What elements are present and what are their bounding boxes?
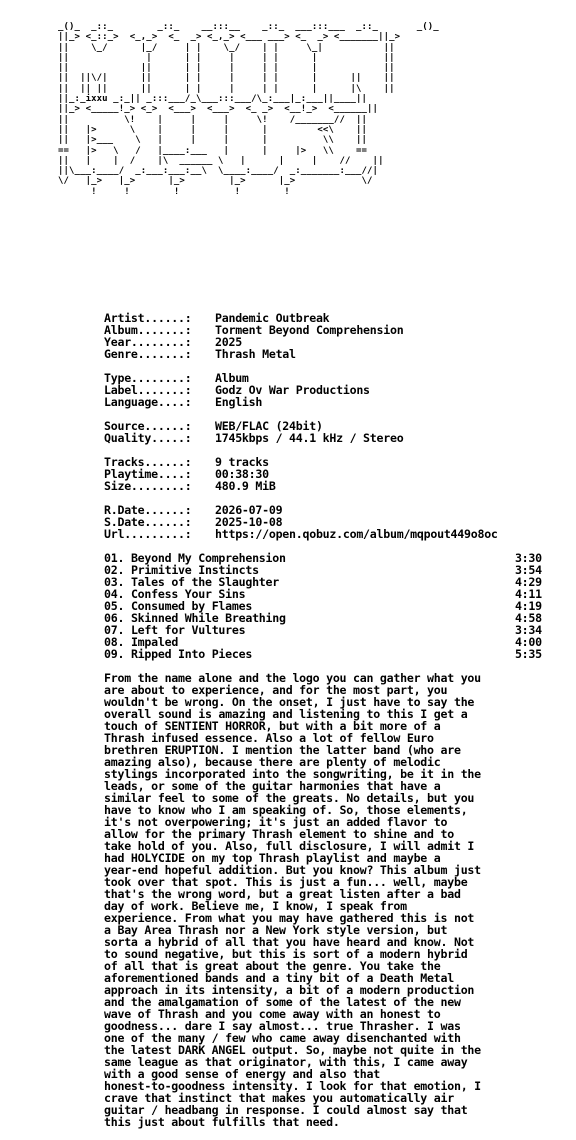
info-value: 2025 bbox=[215, 335, 242, 349]
info-value: 1745kbps / 44.1 kHz / Stereo bbox=[215, 431, 404, 445]
review-line: have to know who I am speaking of. So, those elements, bbox=[104, 803, 468, 817]
info-key: Size........: bbox=[104, 479, 192, 493]
review-line: took over that spot. This is just a fun... well, maybe bbox=[104, 875, 468, 889]
track-title: Ripped Into Pieces bbox=[130, 647, 253, 661]
review-line: had HOLYCIDE on my top Thrash playlist and maybe a bbox=[104, 851, 441, 865]
info-key: Quality.....: bbox=[104, 431, 192, 445]
track-title: Tales of the Slaughter bbox=[130, 575, 279, 589]
info-group bbox=[104, 504, 498, 540]
tracklist-block bbox=[104, 552, 542, 660]
info-row bbox=[104, 396, 370, 408]
review-line: overall sound is amazing and listening to this I get a bbox=[104, 707, 468, 721]
info-group bbox=[104, 456, 276, 492]
track-number: 05. bbox=[104, 599, 125, 613]
info-value: 00:38:30 bbox=[215, 467, 269, 481]
info-key: Url.........: bbox=[104, 527, 192, 541]
info-value: Album bbox=[215, 371, 249, 385]
info-value: Godz Ov War Productions bbox=[215, 383, 370, 397]
review-line: aforementioned bands and a tiny bit of a Death Metal bbox=[104, 971, 454, 985]
info-value: 9 tracks bbox=[215, 455, 269, 469]
review-line: touch of SENTIENT HORROR, but with a bit more of a bbox=[104, 719, 441, 733]
track-number: 06. bbox=[104, 611, 125, 625]
review-line: amazing also), because there are plenty of melodic bbox=[104, 755, 441, 769]
info-key: Album.......: bbox=[104, 323, 192, 337]
track-number: 09. bbox=[104, 647, 125, 661]
info-value: 480.9 MiB bbox=[215, 479, 276, 493]
review-line: one of the many / few who came away disenchanted with bbox=[104, 1031, 461, 1045]
review-line: crave that instinct that makes you automatically air bbox=[104, 1091, 454, 1105]
track-duration: 4:29 bbox=[514, 575, 542, 589]
info-value: 2026-07-09 bbox=[215, 503, 283, 517]
info-value: Pandemic Outbreak bbox=[215, 311, 330, 325]
review-line: day of work. Believe me, I know, I speak from bbox=[104, 899, 407, 913]
review-line: brethren ERUPTION. I mention the latter band (who are bbox=[104, 743, 461, 757]
review-line: similar feel to some of the greats. No details, but you bbox=[104, 791, 475, 805]
info-key: R.Date......: bbox=[104, 503, 192, 517]
info-row bbox=[104, 528, 498, 540]
review-line: same league as that originator, with this, I came away bbox=[104, 1055, 468, 1069]
review-line: approach in its intensity, a bit of a modern production bbox=[104, 983, 475, 997]
review-line: goodness... dare I say almost... true Thrasher. I was bbox=[104, 1019, 461, 1033]
info-value: WEB/FLAC (24bit) bbox=[215, 419, 323, 433]
review-line: experience. From what you may have gathered this is not bbox=[104, 911, 475, 925]
info-key: Type........: bbox=[104, 371, 192, 385]
track-duration: 4:00 bbox=[514, 635, 542, 649]
track-number: 02. bbox=[104, 563, 125, 577]
review-line: this just about fulfills that need. bbox=[104, 1115, 340, 1129]
review-line: stylings incorporated into the songwriting, be it in the bbox=[104, 767, 481, 781]
review-line: sorta a hybrid of all that you have heard and know. Not bbox=[104, 935, 475, 949]
info-value: 2025-10-08 bbox=[215, 515, 283, 529]
track-number: 03. bbox=[104, 575, 125, 589]
review-line: take hold of you. Also, full disclosure, I will admit I bbox=[104, 839, 475, 853]
info-key: Tracks......: bbox=[104, 455, 192, 469]
track-duration: 4:58 bbox=[514, 611, 542, 625]
track-title: Impaled bbox=[130, 635, 179, 649]
review-line: wave of Thrash and you come away with an honest to bbox=[104, 1007, 441, 1021]
review-line: From the name alone and the logo you can gather what you bbox=[104, 671, 481, 685]
ascii-logo: _()_ _::_ _::_ __:::__ _::_ ___:::___ _::_ _()_ ||_> <_::_> <_,_> <_ _> <_,_> <___ ___> <_ _> <_______||_> || \_/ |_/ | | \_/ | | \_| || || | | | | | | | || || || | | | | | | || || ||\/| || | | | | | | || || || || || || | | | | | | |\ || ||_:_ixxu _:_|| _:::___/_\___:::___/\_:___|_:___||____|| ||_> <_____!_> <_> <___> <___> <_ _> <__!_> <______|| || \! | | | \! /_______// || || |> \ | | | | <<\ || || |>___ \ | | | | \\ || == |> \ / |____:___ | | |> \\ == || | | / |\ ______ \ | | | // || ||\___:____/ _:___:___:__\ \____:____/ _:_______:___//| \/ |_> |_> |_> |_> |_> \/ ! ! ! ! ! bbox=[58, 22, 439, 197]
info-key: Playtime....: bbox=[104, 467, 192, 481]
review-line: wouldn't be wrong. On the onset, I just have to say the bbox=[104, 695, 475, 709]
track-title: Skinned While Breathing bbox=[130, 611, 286, 625]
info-row bbox=[104, 432, 403, 444]
track-duration: 5:35 bbox=[514, 647, 542, 661]
track-title: Consumed by Flames bbox=[130, 599, 253, 613]
review-line: leads, or some of the guitar harmonies that have a bbox=[104, 779, 441, 793]
info-value: https://open.qobuz.com/album/mqpout449o8oc bbox=[215, 527, 498, 541]
track-title: Confess Your Sins bbox=[130, 587, 246, 601]
review-line: Thrash infused essence. Also a lot of fellow Euro bbox=[104, 731, 434, 745]
info-key: Genre.......: bbox=[104, 347, 192, 361]
info-value: Thrash Metal bbox=[215, 347, 296, 361]
info-value: English bbox=[215, 395, 263, 409]
review-line: allow for the primary Thrash element to shine and to bbox=[104, 827, 454, 841]
track-title: Left for Vultures bbox=[130, 623, 246, 637]
track-duration: 3:34 bbox=[514, 623, 542, 637]
info-key: S.Date......: bbox=[104, 515, 192, 529]
track-duration: 3:54 bbox=[514, 563, 542, 577]
review-line: honest-to-goodness intensity. I look for that emotion, I bbox=[104, 1079, 481, 1093]
review-line: that's the wrong word, but a great listen after a bad bbox=[104, 887, 461, 901]
info-value: Torment Beyond Comprehension bbox=[215, 323, 404, 337]
review-line: and the amalgamation of some of the latest of the new bbox=[104, 995, 461, 1009]
info-group bbox=[104, 372, 370, 408]
track-row bbox=[104, 648, 542, 660]
track-number: 01. bbox=[104, 551, 125, 565]
review-line: it's not overpowering; it's just an added flavor to bbox=[104, 815, 448, 829]
info-group bbox=[104, 312, 403, 360]
info-row bbox=[104, 480, 276, 492]
info-row bbox=[104, 348, 403, 360]
track-duration: 3:30 bbox=[514, 551, 542, 565]
info-key: Artist......: bbox=[104, 311, 192, 325]
track-duration: 4:11 bbox=[514, 587, 542, 601]
review-line: the latest DARK ANGEL output. So, maybe not quite in the bbox=[104, 1043, 481, 1057]
info-key: Year........: bbox=[104, 335, 192, 349]
review-line: guitar / headbang in response. I could almost say that bbox=[104, 1103, 468, 1117]
review-line: of all that is great about the genre. You take the bbox=[104, 959, 441, 973]
track-number: 08. bbox=[104, 635, 125, 649]
review-text bbox=[104, 672, 554, 1128]
info-key: Language....: bbox=[104, 395, 192, 409]
review-line: year-end hopeful addition. But you know? This album just bbox=[104, 863, 481, 877]
track-duration: 4:19 bbox=[514, 599, 542, 613]
track-title: Primitive Instincts bbox=[130, 563, 259, 577]
info-group bbox=[104, 420, 403, 444]
info-key: Label.......: bbox=[104, 383, 192, 397]
track-number: 04. bbox=[104, 587, 125, 601]
review-line: are about to experience, and for the most part, you bbox=[104, 683, 448, 697]
track-title: Beyond My Comprehension bbox=[130, 551, 286, 565]
review-line: to sound negative, but this is sort of a modern hybrid bbox=[104, 947, 468, 961]
review-line: a Bay Area Thrash nor a New York style version, but bbox=[104, 923, 448, 937]
review-line: with a good sense of energy and also that bbox=[104, 1067, 380, 1081]
track-number: 07. bbox=[104, 623, 125, 637]
info-key: Source......: bbox=[104, 419, 192, 433]
